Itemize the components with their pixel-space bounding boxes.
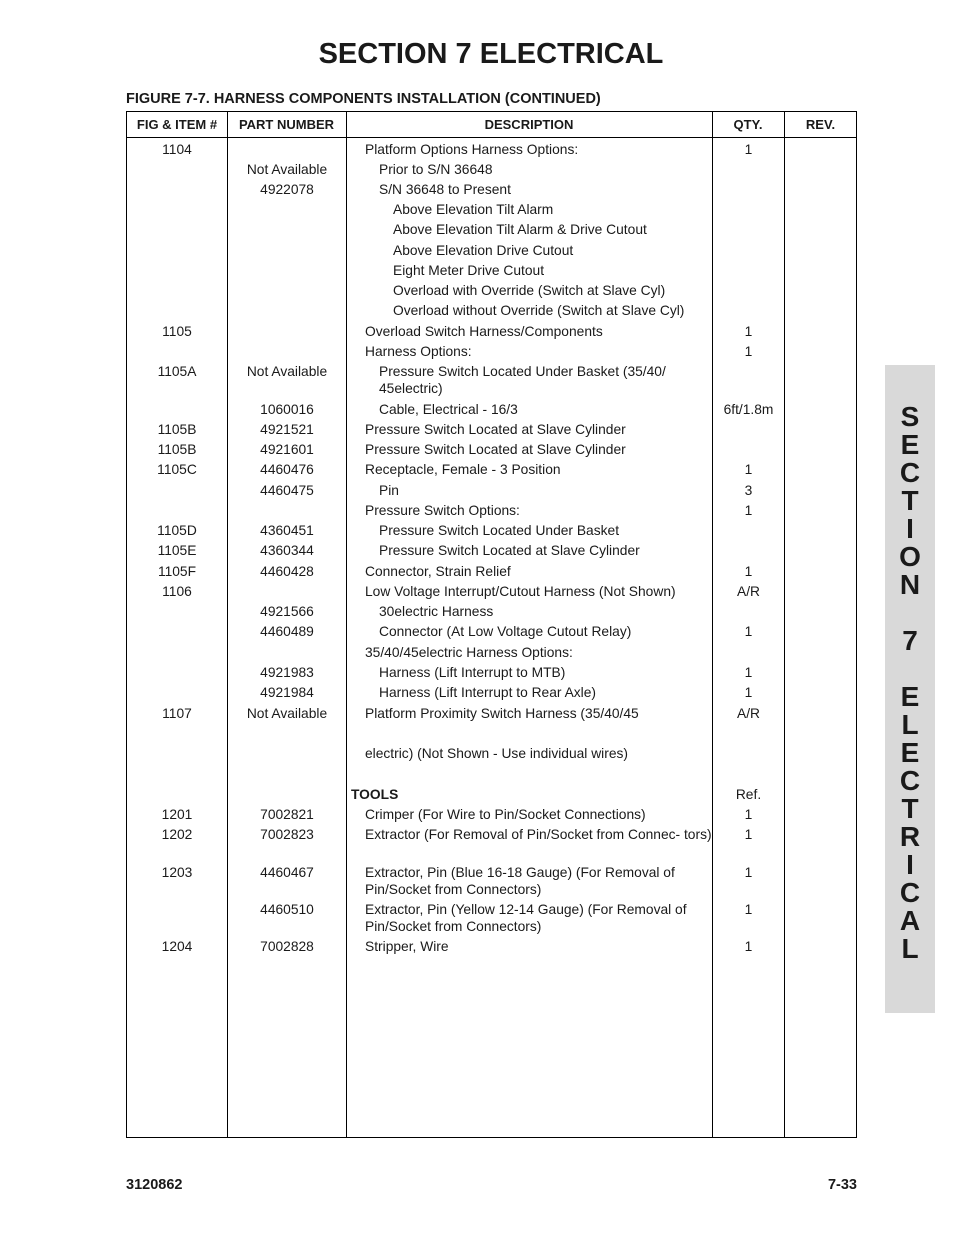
table-row [127, 201, 856, 218]
side-tab-letter: E [900, 429, 920, 460]
description-cell: Harness (Lift Interrupt to Rear Axle) [379, 685, 597, 700]
header-qty: QTY. [733, 117, 763, 132]
qty-cell: 1 [744, 344, 753, 359]
description-cell: Pressure Switch Located Under Basket [379, 523, 620, 538]
table-row [127, 221, 856, 238]
description-cell: Extractor, Pin (Blue 16-18 Gauge) (For Removal of Pin/Socket from Connectors) [365, 865, 675, 897]
table-row [127, 421, 856, 438]
table-row [127, 826, 856, 860]
fig-item-cell: 1105D [157, 523, 197, 538]
table-row [127, 502, 856, 519]
description-cell: Platform Proximity Switch Harness (35/40/45 [365, 706, 639, 721]
side-tab-letter: R [899, 821, 921, 852]
header-part-number: PART NUMBER [238, 117, 335, 132]
table-row [127, 363, 856, 397]
part-number-cell: 4921984 [260, 685, 314, 700]
table-row [127, 745, 856, 762]
part-number-cell: 4460510 [260, 902, 314, 917]
table-row [127, 141, 856, 158]
side-tab-letter: 7 [902, 625, 918, 656]
description-cell: Pin [379, 483, 399, 498]
table-row [127, 282, 856, 299]
description-cell: Connector (At Low Voltage Cutout Relay) [379, 624, 632, 639]
description-cell: Harness Options: [365, 344, 472, 359]
side-tab-letter: C [899, 877, 921, 908]
table-row [127, 401, 856, 418]
qty-cell: 1 [744, 807, 753, 822]
description-cell: Harness (Lift Interrupt to MTB) [379, 665, 566, 680]
section-title: SECTION 7 ELECTRICAL [318, 38, 664, 70]
part-number-cell: 4921983 [260, 665, 314, 680]
table-row [127, 705, 856, 722]
table-row [127, 563, 856, 580]
header-description: DESCRIPTION [484, 117, 574, 132]
qty-cell: A/R [737, 584, 760, 599]
table-row [127, 302, 856, 319]
part-number-cell: 4460489 [260, 624, 314, 639]
qty-cell: 1 [744, 939, 753, 954]
description-cell: 35/40/45electric Harness Options: [365, 645, 573, 660]
description-cell: Pressure Switch Options: [365, 503, 520, 518]
table-row [127, 323, 856, 340]
side-tab-letter: S [900, 401, 920, 432]
description-cell: Low Voltage Interrupt/Cutout Harness (Not Shown) [365, 584, 676, 599]
table-row [127, 482, 856, 499]
description-cell: Above Elevation Drive Cutout [393, 243, 574, 258]
table-row [127, 901, 856, 935]
table-row [127, 644, 856, 661]
table-row [127, 522, 856, 539]
qty-cell: 1 [744, 503, 753, 518]
side-tab-letter: C [899, 765, 921, 796]
part-number-cell: 7002823 [260, 827, 314, 842]
side-tab-letter: T [901, 793, 919, 824]
side-tab-letter: E [900, 681, 920, 712]
fig-item-cell: 1105B [157, 442, 197, 457]
side-tab-letter: T [901, 485, 919, 516]
description-cell: Pressure Switch Located Under Basket (35/40/ 45electric) [379, 364, 666, 396]
table-row [127, 242, 856, 259]
side-tab-letter: E [900, 737, 920, 768]
fig-item-cell: 1105B [157, 422, 197, 437]
qty-cell: 1 [744, 142, 753, 157]
description-cell: TOOLS [351, 787, 399, 802]
description-cell: Overload without Override (Switch at Slave Cyl) [393, 303, 685, 318]
table-row [127, 181, 856, 198]
fig-item-cell: 1201 [161, 807, 193, 822]
table-row [127, 938, 856, 955]
side-tab-letter: L [901, 709, 919, 740]
part-number-cell: 1060016 [260, 402, 314, 417]
qty-cell: 1 [744, 665, 753, 680]
qty-cell: 1 [744, 902, 753, 917]
description-cell: Pressure Switch Located at Slave Cylinder [365, 422, 626, 437]
table-row [127, 664, 856, 681]
qty-cell: 1 [744, 624, 753, 639]
description-cell: Overload with Override (Switch at Slave Cyl) [393, 283, 666, 298]
part-number-cell: 4921566 [260, 604, 314, 619]
header-fig-item: FIG & ITEM # [136, 117, 218, 132]
description-cell: S/N 36648 to Present [379, 182, 511, 197]
table-header [127, 112, 856, 138]
part-number-cell: Not Available [246, 364, 328, 379]
description-cell: Extractor, Pin (Yellow 12-14 Gauge) (For Removal of Pin/Socket from Connectors) [365, 902, 687, 934]
side-tab-letter: O [899, 541, 921, 572]
description-cell: Above Elevation Tilt Alarm & Drive Cutout [393, 222, 647, 237]
description-cell: Stripper, Wire [365, 939, 449, 954]
parts-table [126, 111, 857, 1138]
qty-cell: 1 [744, 685, 753, 700]
description-cell: Cable, Electrical - 16/3 [379, 402, 518, 417]
description-cell: Pressure Switch Located at Slave Cylinder [365, 442, 626, 457]
page-number: 7-33 [827, 1177, 857, 1193]
fig-item-cell: 1105F [157, 564, 197, 579]
table-row [127, 461, 856, 478]
table-row [127, 441, 856, 458]
part-number-cell: 4460428 [260, 564, 314, 579]
document-number: 3120862 [126, 1177, 183, 1193]
fig-item-cell: 1104 [162, 142, 192, 157]
side-tab-letter: L [901, 933, 919, 964]
fig-item-cell: 1203 [161, 865, 193, 880]
description-cell: Receptacle, Female - 3 Position [365, 462, 561, 477]
part-number-cell: 7002828 [260, 939, 314, 954]
description-cell: 30electric Harness [379, 604, 494, 619]
description-cell: Above Elevation Tilt Alarm [393, 202, 554, 217]
figure-title: FIGURE 7-7. HARNESS COMPONENTS INSTALLATION (CONTINUED) [126, 91, 601, 107]
table-row [127, 864, 856, 898]
header-rev: REV. [805, 117, 836, 132]
table-row [127, 262, 856, 279]
part-number-cell: 4922078 [260, 182, 314, 197]
table-row [127, 161, 856, 178]
description-cell: Pressure Switch Located at Slave Cylinder [379, 543, 640, 558]
fig-item-cell: 1204 [161, 939, 193, 954]
qty-cell: Ref. [735, 787, 762, 802]
fig-item-cell: 1202 [161, 827, 193, 842]
part-number-cell: 4360344 [260, 543, 314, 558]
table-row [127, 343, 856, 360]
table-row [127, 806, 856, 823]
description-cell: Prior to S/N 36648 [379, 162, 493, 177]
part-number-cell: Not Available [246, 162, 328, 177]
qty-cell: 1 [744, 827, 753, 842]
part-number-cell: 4460467 [260, 865, 314, 880]
part-number-cell: Not Available [246, 706, 328, 721]
qty-cell: 3 [744, 483, 753, 498]
section-side-tab [885, 365, 935, 1013]
description-cell: Connector, Strain Relief [365, 564, 511, 579]
description-cell: Platform Options Harness Options: [365, 142, 579, 157]
description-cell: Extractor (For Removal of Pin/Socket from Connec- tors) [365, 827, 712, 842]
side-tab-letter: N [899, 569, 921, 600]
part-number-cell: 4460476 [260, 462, 314, 477]
description-cell: Eight Meter Drive Cutout [393, 263, 545, 278]
table-row [127, 623, 856, 640]
description-cell: Overload Switch Harness/Components [365, 324, 603, 339]
part-number-cell: 4921521 [260, 422, 314, 437]
table-row [127, 603, 856, 620]
description-cell: Crimper (For Wire to Pin/Socket Connections) [365, 807, 646, 822]
qty-cell: 1 [744, 462, 753, 477]
fig-item-cell: 1106 [162, 584, 192, 599]
table-row [127, 684, 856, 701]
table-row [127, 583, 856, 600]
qty-cell: 6ft/1.8m [723, 402, 774, 417]
fig-item-cell: 1107 [162, 706, 192, 721]
qty-cell: A/R [737, 706, 760, 721]
description-cell: electric) (Not Shown - Use individual wires) [365, 746, 628, 761]
fig-item-cell: 1105E [157, 543, 197, 558]
part-number-cell: 4460475 [260, 483, 314, 498]
part-number-cell: 7002821 [260, 807, 314, 822]
fig-item-cell: 1105 [162, 324, 192, 339]
qty-cell: 1 [744, 564, 753, 579]
part-number-cell: 4921601 [260, 442, 314, 457]
fig-item-cell: 1105C [157, 462, 197, 477]
table-row [127, 786, 856, 803]
table-body [127, 137, 856, 955]
part-number-cell: 4360451 [260, 523, 314, 538]
side-tab-letter: I [906, 849, 914, 880]
side-tab-letter: A [899, 905, 921, 936]
fig-item-cell: 1105A [157, 364, 197, 379]
table-row [127, 542, 856, 559]
qty-cell: 1 [744, 324, 753, 339]
qty-cell: 1 [744, 865, 753, 880]
side-tab-letter: C [899, 457, 921, 488]
side-tab-letter: I [906, 513, 914, 544]
